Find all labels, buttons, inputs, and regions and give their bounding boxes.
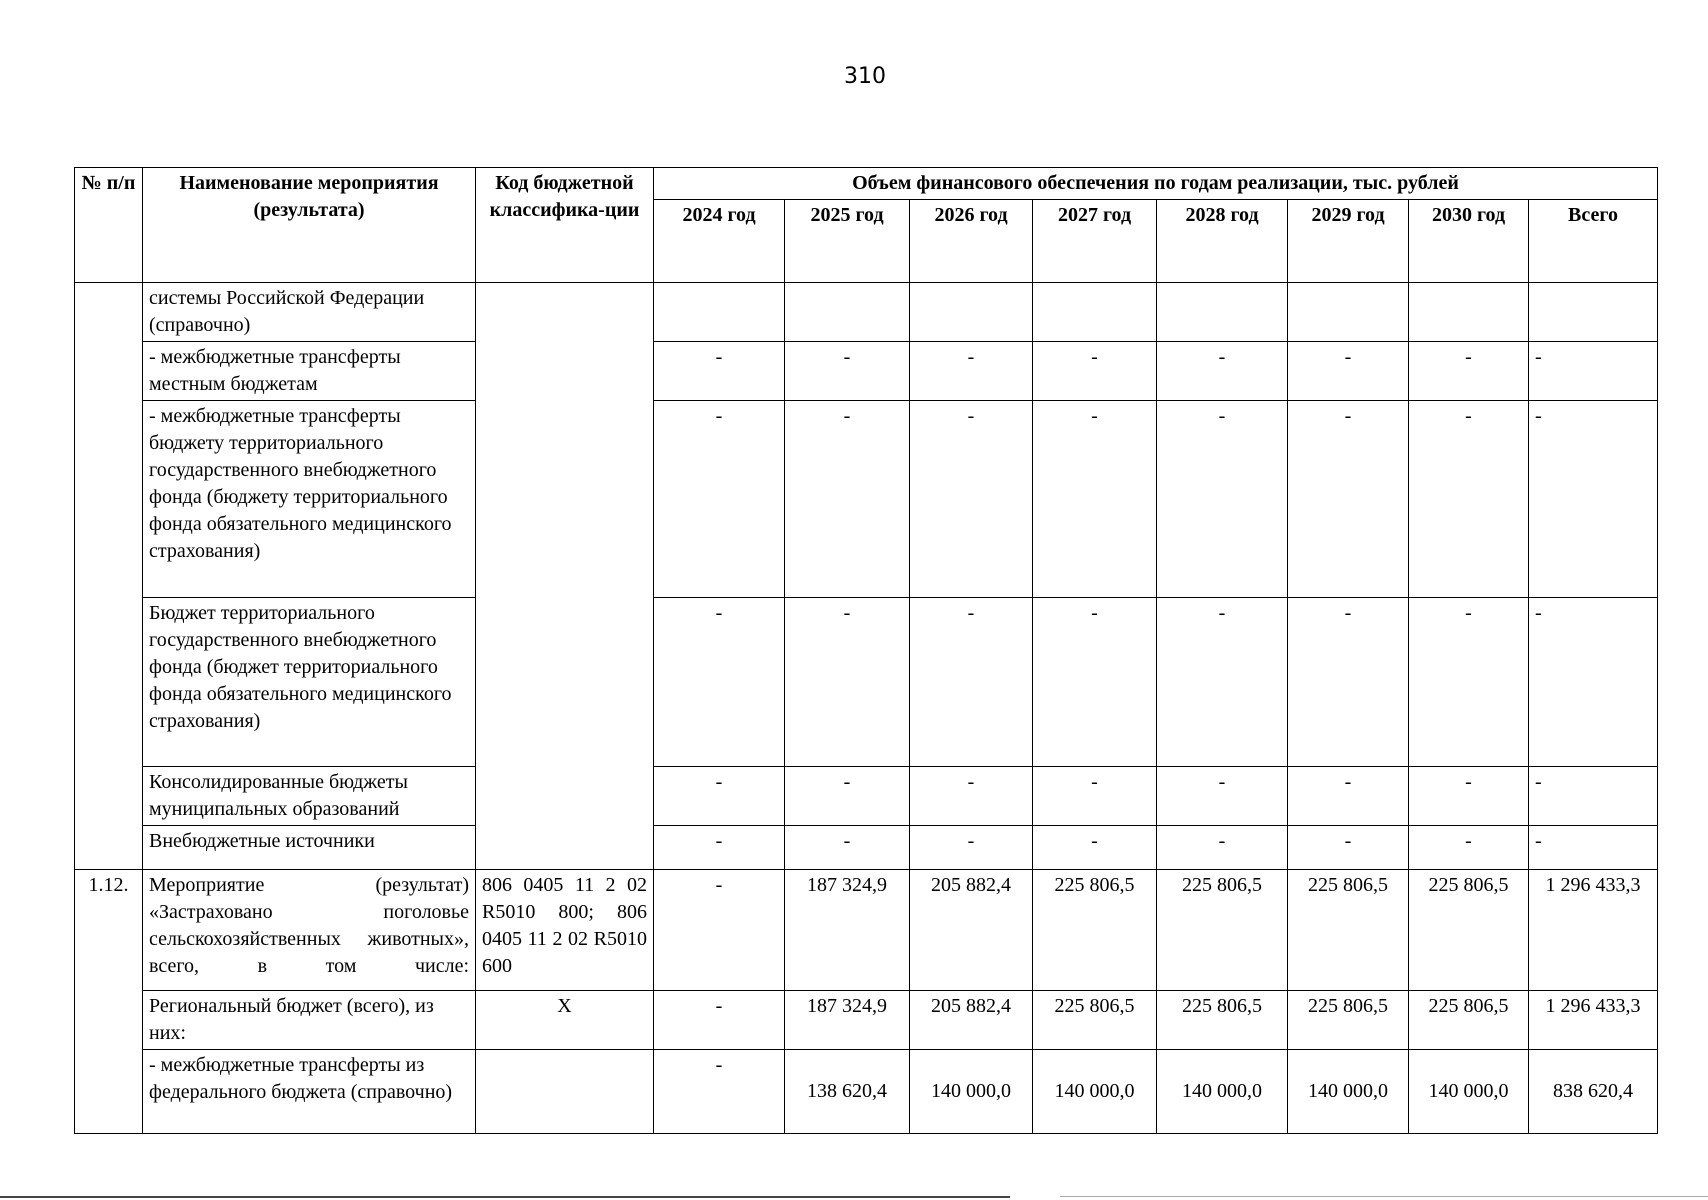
header-year: 2028 год — [1157, 200, 1288, 283]
cell-value: - — [785, 767, 910, 826]
cell-value: - — [1288, 767, 1409, 826]
cell-value: - — [1157, 342, 1288, 401]
budget-table — [74, 167, 1658, 1134]
cell-value: - — [1157, 401, 1288, 598]
cell-value: - — [1529, 767, 1658, 826]
cell-value — [1288, 283, 1409, 342]
cell-value: - — [1157, 826, 1288, 870]
table-row — [75, 283, 1658, 342]
row-code-empty — [476, 1050, 654, 1134]
header-code: Код бюджетной классифика-ции — [476, 168, 654, 283]
cell-value: - — [910, 598, 1033, 767]
header-year: 2027 год — [1033, 200, 1157, 283]
cell-value: - — [1288, 342, 1409, 401]
cell-value: 838 620,4 — [1529, 1050, 1658, 1134]
cell-value: - — [654, 767, 785, 826]
page-number: 310 — [844, 64, 886, 89]
cell-value: 205 882,4 — [910, 870, 1033, 991]
table-row-federal — [75, 1050, 1658, 1134]
cell-value — [910, 283, 1033, 342]
cell-value: - — [1409, 826, 1529, 870]
cell-value: - — [1288, 826, 1409, 870]
cell-value: 187 324,9 — [785, 870, 910, 991]
header-total: Всего — [1529, 200, 1658, 283]
row-code: X — [476, 991, 654, 1050]
cell-value: - — [785, 826, 910, 870]
cell-value: - — [1288, 401, 1409, 598]
cell-value: 140 000,0 — [1288, 1050, 1409, 1134]
cell-value: 1 296 433,3 — [1529, 991, 1658, 1050]
cell-value: - — [910, 342, 1033, 401]
cell-value: - — [654, 1050, 785, 1134]
cell-value: 225 806,5 — [1288, 870, 1409, 991]
cell-value: - — [910, 401, 1033, 598]
table-row — [75, 342, 1658, 401]
row-name: - межбюджетные трансферты бюджету территориального государственного внебюджетного фонда (бюджету территориального фонда обязательного медицинского страхования) — [143, 401, 476, 598]
cell-value: 225 806,5 — [1409, 991, 1529, 1050]
cell-value: - — [1529, 401, 1658, 598]
cell-value — [1033, 283, 1157, 342]
header-year: 2029 год — [1288, 200, 1409, 283]
cell-value: 138 620,4 — [785, 1050, 910, 1134]
cell-value: - — [1033, 598, 1157, 767]
row-name: Консолидированные бюджеты муниципальных образований — [143, 767, 476, 826]
cell-value: - — [654, 991, 785, 1050]
cell-value: - — [785, 342, 910, 401]
header-year: 2026 год — [910, 200, 1033, 283]
cell-value: - — [1033, 342, 1157, 401]
table-row — [75, 826, 1658, 870]
cell-value: - — [1529, 342, 1658, 401]
row-name: Внебюджетные источники — [143, 826, 476, 870]
header-volume: Объем финансового обеспечения по годам реализации, тыс. рублей — [654, 168, 1658, 200]
table-row — [75, 401, 1658, 598]
cell-value: - — [1033, 826, 1157, 870]
cell-value: - — [785, 598, 910, 767]
header-name: Наименование мероприятия (результата) — [143, 168, 476, 283]
cell-value: 225 806,5 — [1033, 870, 1157, 991]
table-row — [75, 767, 1658, 826]
cell-value: - — [1409, 342, 1529, 401]
row-name: - межбюджетные трансферты из федерального бюджета (справочно) — [143, 1050, 476, 1134]
cell-value: 140 000,0 — [910, 1050, 1033, 1134]
cell-value — [1157, 283, 1288, 342]
cell-value: - — [1529, 598, 1658, 767]
cell-value: 225 806,5 — [1157, 870, 1288, 991]
scan-edge-line — [1060, 1196, 1708, 1197]
cell-value: - — [654, 342, 785, 401]
cell-value: - — [1409, 767, 1529, 826]
cell-value: 225 806,5 — [1157, 991, 1288, 1050]
cell-value: 140 000,0 — [1033, 1050, 1157, 1134]
row-name: Мероприятие (результат) «Застраховано поголовье сельскохозяйственных животных», всего, в том числе: — [143, 870, 476, 991]
scan-edge-line — [0, 1196, 1010, 1198]
header-number: № п/п — [75, 168, 143, 283]
table-row-item-1-12 — [75, 870, 1658, 991]
cell-value — [1409, 283, 1529, 342]
row-name: системы Российской Федерации (справочно) — [143, 283, 476, 342]
cell-value: - — [910, 826, 1033, 870]
cell-value: - — [1033, 401, 1157, 598]
cell-value: 140 000,0 — [1409, 1050, 1529, 1134]
cell-value: 225 806,5 — [1409, 870, 1529, 991]
cell-value: 1 296 433,3 — [1529, 870, 1658, 991]
cell-value: 225 806,5 — [1033, 991, 1157, 1050]
cell-value: - — [654, 401, 785, 598]
row-number-empty — [75, 283, 143, 870]
table-row-regional — [75, 991, 1658, 1050]
cell-value: - — [654, 870, 785, 991]
cell-value: - — [1409, 401, 1529, 598]
header-year: 2024 год — [654, 200, 785, 283]
cell-value: - — [785, 401, 910, 598]
cell-value: - — [1157, 767, 1288, 826]
row-name: Региональный бюджет (всего), из них: — [143, 991, 476, 1050]
row-code-empty — [476, 283, 654, 870]
header-year: 2025 год — [785, 200, 910, 283]
cell-value: 205 882,4 — [910, 991, 1033, 1050]
cell-value: 140 000,0 — [1157, 1050, 1288, 1134]
row-code: 806 0405 11 2 02 R5010 800; 806 0405 11 2 02 R5010 600 — [476, 870, 654, 991]
cell-value: - — [654, 826, 785, 870]
cell-value: - — [910, 767, 1033, 826]
table-row — [75, 598, 1658, 767]
cell-value: 187 324,9 — [785, 991, 910, 1050]
cell-value: - — [654, 598, 785, 767]
header-year: 2030 год — [1409, 200, 1529, 283]
cell-value: 225 806,5 — [1288, 991, 1409, 1050]
row-name: - межбюджетные трансферты местным бюджетам — [143, 342, 476, 401]
row-number: 1.12. — [75, 870, 143, 1134]
cell-value — [785, 283, 910, 342]
cell-value — [654, 283, 785, 342]
cell-value: - — [1033, 767, 1157, 826]
cell-value: - — [1529, 826, 1658, 870]
header-row — [75, 168, 1658, 200]
cell-value: - — [1157, 598, 1288, 767]
cell-value: - — [1409, 598, 1529, 767]
cell-value — [1529, 283, 1658, 342]
row-name: Бюджет территориального государственного внебюджетного фонда (бюджет территориального фонда обязательного медицинского страхования) — [143, 598, 476, 767]
cell-value: - — [1288, 598, 1409, 767]
